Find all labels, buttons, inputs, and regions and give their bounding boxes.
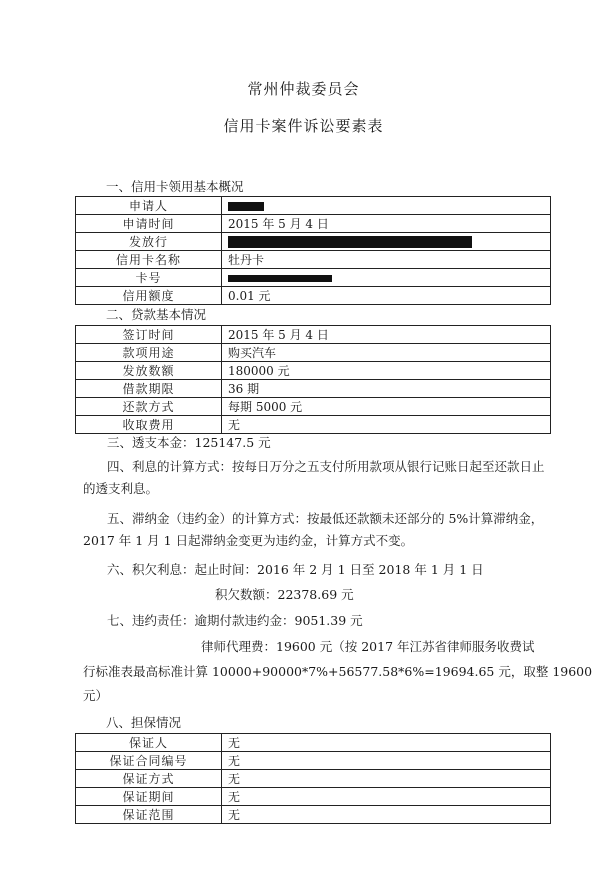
row-value: 牡丹卡: [222, 251, 551, 269]
guarantee-table: [75, 733, 551, 824]
table-row: [76, 344, 551, 362]
row-label: 借款期限: [76, 380, 222, 398]
card-info-table: [75, 196, 551, 305]
accrued-interest-amount: 积欠数额：22378.69 元: [215, 587, 354, 602]
table-row: [76, 380, 551, 398]
table-row: [76, 287, 551, 305]
row-label: 申请人: [76, 197, 222, 215]
row-value: 无: [222, 752, 551, 770]
table-row: [76, 197, 551, 215]
row-value: 0.01 元: [222, 287, 551, 305]
redaction-mark: [228, 275, 332, 282]
row-label: 卡号: [76, 269, 222, 287]
row-label: 保证合同编号: [76, 752, 222, 770]
table-row: [76, 806, 551, 824]
row-label: 收取费用: [76, 416, 222, 434]
doc-title: 常州仲裁委员会: [247, 80, 360, 98]
table-row: [76, 233, 551, 251]
table-row: [76, 398, 551, 416]
row-value: 无: [222, 770, 551, 788]
row-value: 无: [222, 734, 551, 752]
section-8-heading: 八、担保情况: [106, 715, 182, 730]
late-fee-paragraph: 五、滞纳金（违约金）的计算方式：按最低还款额未还部分的 5%计算滞纳金，2017 年 1 月 1 日起滞纳金变更为违约金，计算方式不变。: [83, 511, 544, 548]
table-row: [76, 362, 551, 380]
section-1-heading: 一、信用卡领用基本概况: [106, 179, 244, 194]
table-row: [76, 269, 551, 287]
table-row: [76, 752, 551, 770]
row-label: 保证方式: [76, 770, 222, 788]
row-value: 2015 年 5 月 4 日: [222, 215, 551, 233]
row-label: 保证范围: [76, 806, 222, 824]
row-label: 保证人: [76, 734, 222, 752]
table-row: [76, 770, 551, 788]
issuing-bank-value: [222, 233, 551, 251]
row-label: 款项用途: [76, 344, 222, 362]
row-label: 还款方式: [76, 398, 222, 416]
table-row: [76, 734, 551, 752]
table-row: [76, 788, 551, 806]
row-value: 180000 元: [222, 362, 551, 380]
row-value: 无: [222, 788, 551, 806]
loan-info-table: [75, 325, 551, 434]
row-label: 发放行: [76, 233, 222, 251]
table-row: [76, 251, 551, 269]
row-label: 保证期间: [76, 788, 222, 806]
table-row: [76, 326, 551, 344]
row-label: 信用卡名称: [76, 251, 222, 269]
principal-line: 三、透支本金：125147.5 元: [107, 435, 271, 450]
card-number-value: [222, 269, 551, 287]
row-value: 购买汽车: [222, 344, 551, 362]
row-label: 签订时间: [76, 326, 222, 344]
table-row: [76, 215, 551, 233]
row-label: 信用额度: [76, 287, 222, 305]
section-2-heading: 二、贷款基本情况: [106, 307, 207, 322]
table-row: [76, 416, 551, 434]
applicant-value: [222, 197, 551, 215]
lawyer-fee-line-1: 律师代理费：19600 元（按 2017 年江苏省律师服务收费试: [201, 639, 535, 654]
row-value: 2015 年 5 月 4 日: [222, 326, 551, 344]
accrued-interest-period: 六、积欠利息：起止时间：2016 年 2 月 1 日至 2018 年 1 月 1 日: [107, 562, 484, 577]
row-label: 发放数额: [76, 362, 222, 380]
lawyer-fee-line-2: 行标准表最高标准计算 10000+90000*7%+56577.58*6%=19694.65 元，取整 19600: [83, 664, 593, 679]
row-value: 36 期: [222, 380, 551, 398]
row-value: 无: [222, 416, 551, 434]
lawyer-fee-line-3: 元）: [83, 688, 109, 703]
row-label: 申请时间: [76, 215, 222, 233]
penalty-line: 七、违约责任：逾期付款违约金：9051.39 元: [107, 613, 363, 628]
interest-method-paragraph: 四、利息的计算方式：按每日万分之五支付所用款项从银行记账日起至还款日止的透支利息。: [83, 459, 545, 496]
row-value: 每期 5000 元: [222, 398, 551, 416]
row-value: 无: [222, 806, 551, 824]
doc-subtitle: 信用卡案件诉讼要素表: [223, 117, 384, 135]
redaction-mark: [228, 236, 472, 248]
redaction-mark: [228, 202, 264, 211]
